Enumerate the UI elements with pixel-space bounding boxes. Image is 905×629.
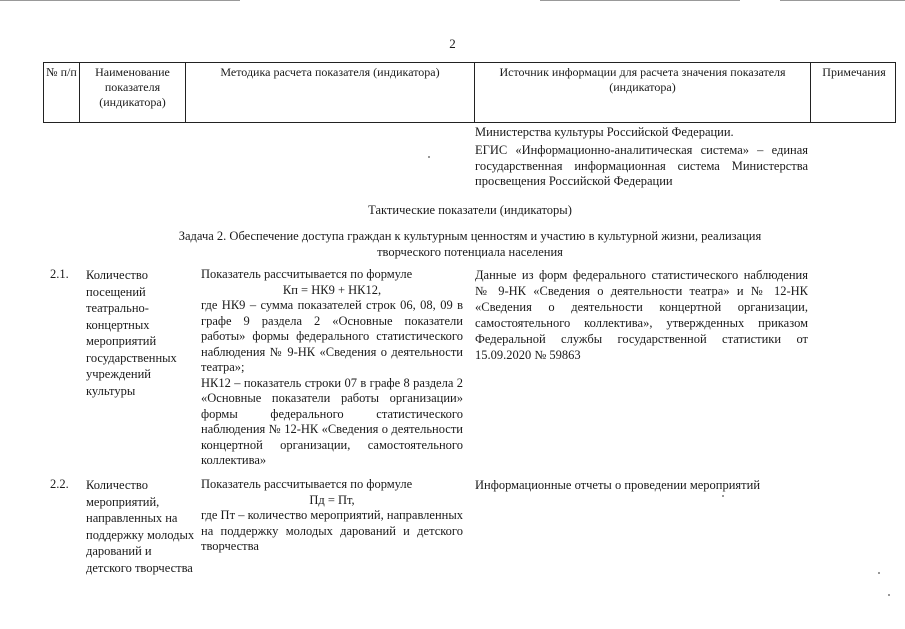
method-body: где Пт – количество мероприятий, направленных на поддержку молодых дарований и детского творчества	[201, 508, 463, 553]
formula: Кп = НК9 + НК12,	[282, 282, 382, 297]
scan-edge-line	[780, 0, 905, 1]
scan-edge-line	[540, 0, 740, 1]
scan-speck	[888, 594, 890, 596]
page-number: 2	[449, 36, 456, 51]
header-col-method: Методика расчета показателя (индикатора)	[186, 63, 475, 122]
continuation-line-2: ЕГИС «Информационно-аналитическая система» – единая государственная информационная система Министерства просвещения Российской Федерации	[475, 143, 808, 189]
header-col-name: Наименование показателя (индикатора)	[80, 63, 186, 122]
indicator-name: Количество мероприятий, направленных на поддержку молодых дарований и детского творчества	[86, 478, 195, 575]
continuation-line-1: Министерства культуры Российской Федерации.	[475, 125, 734, 139]
header-col-source: Источник информации для расчета значения показателя (индикатора)	[475, 63, 811, 122]
task-title: Задача 2. Обеспечение доступа граждан к культурным ценностям и участию в культурной жизни, реализация творческого потенциала населения	[178, 229, 762, 259]
scan-speck	[878, 572, 880, 574]
method-body: где НК9 – сумма показателей строк 06, 08, 09 в графе 9 раздела 2 «Основные показатели работы» формы федерального статистического наблюдения № 9-НК «Сведения о деятельности театра»;	[201, 298, 463, 374]
indicator-name: Количество посещений театрально-концертных мероприятий государственных учреждений культуры	[86, 268, 177, 398]
method-cell	[201, 267, 463, 469]
method-body-2: НК12 – показатель строки 07 в графе 8 раздела 2 «Основные показатели работы организации» формы федерального статистического наблюдения № 12-НК «Сведения о деятельности концертной организации, самостоятельного коллектива»	[201, 375, 463, 467]
scan-speck	[428, 156, 430, 158]
header-col-notes: Примечания	[822, 65, 886, 79]
source-cell: Информационные отчеты о проведении мероприятий	[475, 478, 761, 492]
source-cell: Данные из форм федерального статистического наблюдения № 9-НК «Сведения о деятельности театра» и № 12-НК «Сведения о деятельности концертной организации, самостоятельного коллектива», утвержденных приказом Федеральной службы государственной статистики от 15.09.2020 № 59863	[475, 268, 808, 362]
row-number: 2.1.	[50, 267, 69, 281]
method-intro: Показатель рассчитывается по формуле	[201, 267, 413, 281]
method-cell	[201, 477, 463, 555]
scan-speck	[722, 495, 724, 497]
method-intro: Показатель рассчитывается по формуле	[201, 477, 413, 491]
section-title: Тактические показатели (индикаторы)	[368, 203, 572, 217]
table-header	[43, 62, 896, 123]
header-col-number: № п/п	[44, 63, 80, 122]
scan-edge-line	[0, 0, 240, 1]
formula: Пд = Пт,	[309, 492, 355, 507]
row-number: 2.2.	[50, 477, 69, 491]
